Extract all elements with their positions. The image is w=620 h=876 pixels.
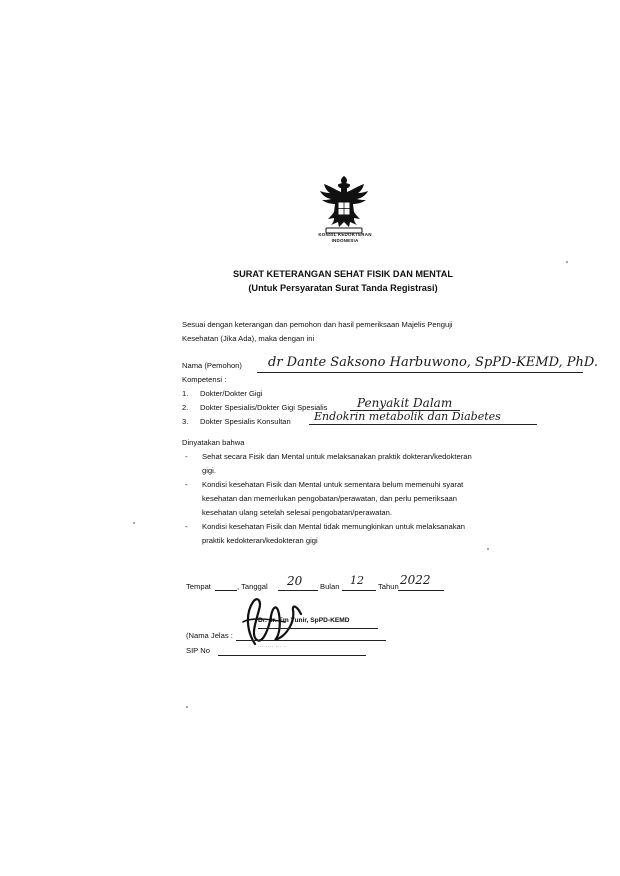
kompetensi-label: Kompetensi :	[182, 375, 227, 384]
name-value: dr Dante Saksono Harbuwono, SpPD-KEMD, PhD.	[268, 355, 599, 370]
garuda-emblem-icon	[312, 172, 376, 236]
kompetensi-item-3-label: Dokter Spesialis Konsultan	[200, 417, 291, 426]
kompetensi-item-2-num: 2.	[182, 403, 189, 412]
bullet-3-line-1: Kondisi kesehatan Fisik dan Mental tidak memungkinkan untuk melaksanakan	[202, 522, 465, 531]
scan-speck	[487, 548, 489, 550]
tanggal-value: 20	[287, 574, 303, 588]
signer-stamp: Dr. dr. Em Yunir, SpPD-KEMD	[258, 617, 350, 624]
scan-speck	[133, 522, 135, 524]
kompetensi-item-2-label: Dokter Spesialis/Dokter Gigi Spesialis	[200, 403, 328, 412]
bullet-2-line-1: Kondisi kesehatan Fisik dan Mental untuk sementara belum memenuhi syarat	[202, 480, 464, 489]
scan-speck	[566, 261, 568, 263]
tempat-label: Tempat	[186, 582, 211, 591]
kompetensi-item-2-value: Penyakit Dalam	[357, 396, 453, 410]
sip-stamp-residue: ··· ···· ··· ··	[258, 644, 288, 649]
tahun-value: 2022	[400, 573, 431, 587]
statement-heading: Dinyatakan bahwa	[182, 438, 245, 447]
sip-label: SIP No	[186, 646, 210, 655]
bullet-3-line-2: praktik kedokteran/kedokteran gigi	[202, 536, 318, 545]
kompetensi-item-1-label: Dokter/Dokter Gigi	[200, 389, 263, 398]
institution-line-2: INDONESIA	[331, 238, 359, 243]
nama-jelas-label: (Nama Jelas :	[186, 631, 233, 640]
bullet-1-line-2: gigi.	[202, 466, 216, 475]
name-label: Nama (Pemohon)	[182, 361, 242, 370]
tanggal-label: , Tanggal	[237, 582, 268, 591]
bullet-2-line-3: kesehatan ulang setelah selesai pengobatan/perawatan.	[202, 508, 392, 517]
kompetensi-item-3-value: Endokrin metabolik dan Diabetes	[314, 410, 501, 423]
intro-line-2: Kesehatan (Jika Ada), maka dengan ini	[182, 334, 315, 343]
bullet-2-line-2: kesehatan dan memerlukan pengobatan/perawatan, dan perlu pemeriksaan	[202, 494, 457, 503]
statement-bullet-2	[185, 478, 557, 520]
statement-bullet-1	[185, 450, 557, 478]
bulan-underline	[342, 590, 376, 591]
kompetensi-item-1-num: 1.	[182, 389, 189, 398]
document-title: SURAT KETERANGAN SEHAT FISIK DAN MENTAL	[233, 269, 453, 279]
intro-line-1: Sesuai dengan keterangan dan pemohon dan hasil pemeriksaan Majelis Penguji	[182, 320, 453, 329]
scan-speck	[186, 706, 188, 708]
signer-stamp-line	[258, 628, 378, 629]
bullet-mark: -	[185, 522, 188, 531]
institution-line-1: KONSIL KEDOKTERAN	[318, 232, 372, 237]
sip-underline	[218, 655, 366, 656]
kompetensi-item-3-underline	[309, 424, 537, 425]
bulan-value: 12	[350, 574, 364, 587]
name-underline	[257, 372, 583, 373]
bullet-mark: -	[185, 452, 188, 461]
tahun-label: Tahun	[378, 582, 399, 591]
tahun-underline	[398, 590, 444, 591]
bullet-mark: -	[185, 480, 188, 489]
nama-jelas-underline	[236, 640, 386, 641]
kompetensi-item-3-num: 3.	[182, 417, 189, 426]
bulan-label: Bulan	[320, 582, 340, 591]
bullet-1-line-1: Sehat secara Fisik dan Mental untuk melaksanakan praktik dokteran/kedokteran	[202, 452, 472, 461]
tempat-underline	[215, 590, 237, 591]
statement-bullet-3	[185, 520, 557, 548]
document-subtitle: (Untuk Persyaratan Surat Tanda Registrasi)	[248, 283, 438, 293]
tanggal-underline	[278, 590, 318, 591]
